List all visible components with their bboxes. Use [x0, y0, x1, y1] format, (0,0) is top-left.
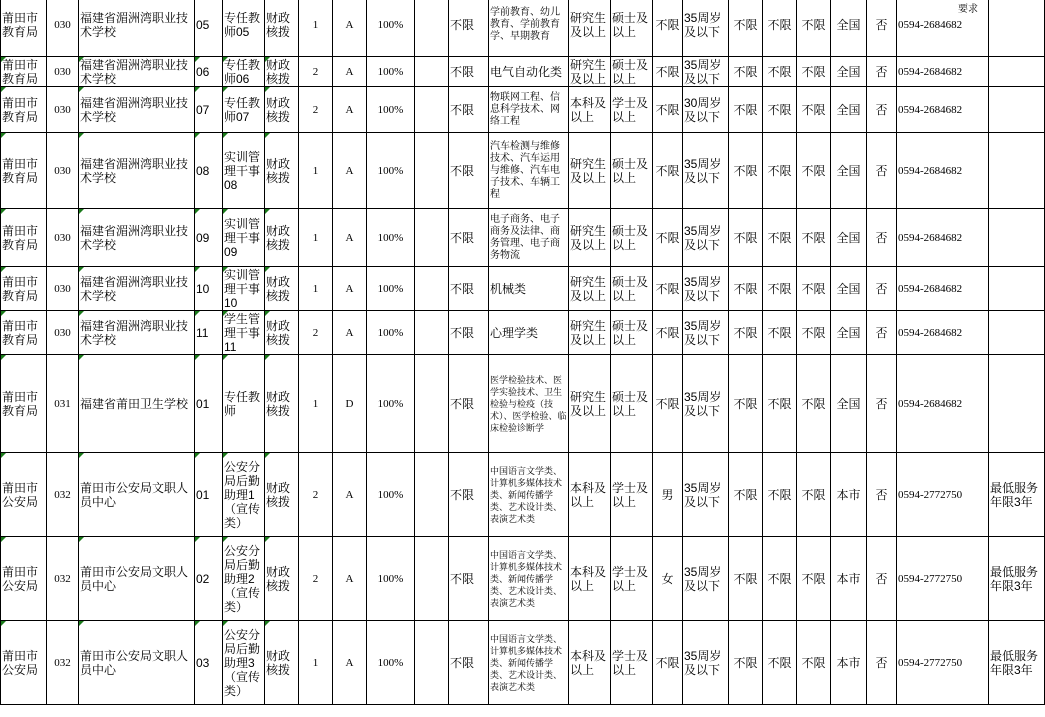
cell-c3: 不限: [797, 311, 831, 355]
cell-c3: 不限: [797, 621, 831, 705]
cell-scope: 全国: [831, 0, 867, 57]
cell-c1: 不限: [729, 87, 763, 133]
cell-directed: 否: [867, 0, 897, 57]
cell-dept: 莆田市教育局: [1, 0, 47, 57]
cell-edu: 研究生及以上: [569, 267, 611, 311]
cell-post-code: 01: [195, 453, 223, 537]
cell-dept: 莆田市教育局: [1, 209, 47, 267]
cell-c1: 不限: [729, 209, 763, 267]
cell-count: 1: [299, 355, 333, 453]
cell-major: 电子商务、电子商务及法律、商务管理、电子商务物流: [489, 209, 569, 267]
cell-category: A: [333, 311, 367, 355]
cell-category: A: [333, 57, 367, 87]
cell-gender: 不限: [653, 355, 683, 453]
cell-phone: 0594-2684682: [897, 57, 989, 87]
cell-gender: 男: [653, 453, 683, 537]
cell-gender: 不限: [653, 209, 683, 267]
cell-major: 中国语言文学类、计算机多媒体技术类、新闻传播学类、艺术设计类、表演艺术类: [489, 621, 569, 705]
cell-count: 1: [299, 209, 333, 267]
cell-phone: 0594-2684682: [897, 0, 989, 57]
cell-major: 机械类: [489, 267, 569, 311]
cell-funding: 财政核拨: [265, 209, 299, 267]
cell-directed: 否: [867, 87, 897, 133]
cell-remark: [989, 209, 1045, 267]
cell-blank: [415, 453, 449, 537]
cell-post: 专任教师07: [223, 87, 265, 133]
cell-major: 医学检验技术、医学实验技术、卫生检验与检疫（技术）、医学检验、临床检验诊断学: [489, 355, 569, 453]
cell-c2: 不限: [763, 267, 797, 311]
cell-unit: 福建省湄洲湾职业技术学校: [79, 209, 195, 267]
cell-age: 35周岁及以下: [683, 267, 729, 311]
cell-degree: 硕士及以上: [611, 355, 653, 453]
cell-post: 实训管理干事09: [223, 209, 265, 267]
table-row: [1, 267, 1045, 311]
cell-unit-code: 030: [47, 267, 79, 311]
cell-degree: 硕士及以上: [611, 133, 653, 209]
cell-dept: 莆田市教育局: [1, 87, 47, 133]
cell-unit: 福建省湄洲湾职业技术学校: [79, 311, 195, 355]
cell-post: 专任教师: [223, 355, 265, 453]
cell-c2: 不限: [763, 453, 797, 537]
cell-degree: 硕士及以上: [611, 57, 653, 87]
cell-directed: 否: [867, 267, 897, 311]
cell-c2: 不限: [763, 355, 797, 453]
cell-c1: 不限: [729, 0, 763, 57]
cell-scope: 全国: [831, 87, 867, 133]
cell-funding: 财政核拨: [265, 537, 299, 621]
cell-phone: 0594-2772750: [897, 453, 989, 537]
cell-scope: 本市: [831, 537, 867, 621]
cell-funding: 财政核拨: [265, 621, 299, 705]
cell-funding: 财政核拨: [265, 267, 299, 311]
table-row: [1, 453, 1045, 537]
cell-funding: 财政核拨: [265, 0, 299, 57]
cell-category: A: [333, 267, 367, 311]
cell-phone: 0594-2684682: [897, 355, 989, 453]
cell-unit: 莆田市公安局文职人员中心: [79, 453, 195, 537]
cell-ratio: 100%: [367, 621, 415, 705]
cell-c1: 不限: [729, 311, 763, 355]
header-fragment: 要求: [958, 4, 978, 15]
cell-c3: 不限: [797, 87, 831, 133]
cell-ratio: 100%: [367, 0, 415, 57]
cell-remark: [989, 267, 1045, 311]
cell-age: 35周岁及以下: [683, 453, 729, 537]
cell-category: A: [333, 537, 367, 621]
cell-age: 35周岁及以下: [683, 209, 729, 267]
cell-c2: 不限: [763, 133, 797, 209]
cell-post: 公安分局后勤助理2（宣传类）: [223, 537, 265, 621]
cell-post: 专任教师05: [223, 0, 265, 57]
cell-post-code: 11: [195, 311, 223, 355]
cell-unit: 莆田市公安局文职人员中心: [79, 537, 195, 621]
cell-category: A: [333, 453, 367, 537]
cell-age: 35周岁及以下: [683, 133, 729, 209]
cell-age: 35周岁及以下: [683, 57, 729, 87]
cell-c1: 不限: [729, 267, 763, 311]
cell-category: A: [333, 209, 367, 267]
cell-post: 公安分局后勤助理3（宣传类）: [223, 621, 265, 705]
cell-gender: 不限: [653, 0, 683, 57]
cell-ratio: 100%: [367, 267, 415, 311]
cell-scope: 全国: [831, 57, 867, 87]
cell-remark: [989, 0, 1045, 57]
cell-edu: 本科及以上: [569, 537, 611, 621]
cell-c1: 不限: [729, 537, 763, 621]
cell-age: 35周岁及以下: [683, 0, 729, 57]
cell-dept: 莆田市教育局: [1, 311, 47, 355]
cell-major: 汽车检测与维修技术、汽车运用与维修、汽车电子技术、车辆工程: [489, 133, 569, 209]
cell-c3: 不限: [797, 57, 831, 87]
cell-blank: [415, 355, 449, 453]
cell-unit: 福建省湄洲湾职业技术学校: [79, 267, 195, 311]
cell-age: 35周岁及以下: [683, 621, 729, 705]
cell-phone: 0594-2684682: [897, 87, 989, 133]
cell-dept: 莆田市公安局: [1, 537, 47, 621]
cell-gender-req: 不限: [449, 537, 489, 621]
cell-category: A: [333, 621, 367, 705]
cell-scope: 全国: [831, 311, 867, 355]
cell-edu: 本科及以上: [569, 453, 611, 537]
cell-directed: 否: [867, 133, 897, 209]
table-row: [1, 209, 1045, 267]
cell-edu: 研究生及以上: [569, 0, 611, 57]
cell-edu: 研究生及以上: [569, 209, 611, 267]
table-row: [1, 355, 1045, 453]
cell-dept: 莆田市教育局: [1, 267, 47, 311]
cell-degree: 硕士及以上: [611, 311, 653, 355]
cell-unit: 福建省湄洲湾职业技术学校: [79, 87, 195, 133]
cell-post-code: 08: [195, 133, 223, 209]
cell-c3: 不限: [797, 267, 831, 311]
cell-c3: 不限: [797, 453, 831, 537]
cell-blank: [415, 267, 449, 311]
cell-c1: 不限: [729, 621, 763, 705]
cell-dept: 莆田市公安局: [1, 453, 47, 537]
cell-gender: 不限: [653, 133, 683, 209]
cell-age: 30周岁及以下: [683, 87, 729, 133]
cell-edu: 研究生及以上: [569, 133, 611, 209]
cell-remark: 最低服务年限3年: [989, 453, 1045, 537]
cell-unit-code: 031: [47, 355, 79, 453]
cell-unit-code: 030: [47, 311, 79, 355]
cell-unit: 莆田市公安局文职人员中心: [79, 621, 195, 705]
cell-ratio: 100%: [367, 453, 415, 537]
cell-remark: [989, 355, 1045, 453]
cell-unit-code: 030: [47, 87, 79, 133]
cell-scope: 本市: [831, 453, 867, 537]
cell-c3: 不限: [797, 537, 831, 621]
cell-gender: 不限: [653, 311, 683, 355]
cell-gender-req: 不限: [449, 87, 489, 133]
cell-dept: 莆田市教育局: [1, 57, 47, 87]
cell-major: 心理学类: [489, 311, 569, 355]
cell-remark: [989, 87, 1045, 133]
cell-gender: 不限: [653, 57, 683, 87]
cell-phone: 0594-2772750: [897, 621, 989, 705]
cell-c2: 不限: [763, 537, 797, 621]
cell-major: 电气自动化类: [489, 57, 569, 87]
cell-degree: 硕士及以上: [611, 267, 653, 311]
cell-ratio: 100%: [367, 87, 415, 133]
cell-remark: [989, 57, 1045, 87]
cell-major: 中国语言文学类、计算机多媒体技术类、新闻传播学类、艺术设计类、表演艺术类: [489, 537, 569, 621]
cell-funding: 财政核拨: [265, 133, 299, 209]
cell-directed: 否: [867, 355, 897, 453]
cell-ratio: 100%: [367, 57, 415, 87]
cell-gender-req: 不限: [449, 621, 489, 705]
table-row: [1, 87, 1045, 133]
cell-edu: 研究生及以上: [569, 57, 611, 87]
cell-post: 实训管理干事10: [223, 267, 265, 311]
cell-ratio: 100%: [367, 537, 415, 621]
cell-post: 实训管理干事08: [223, 133, 265, 209]
cell-ratio: 100%: [367, 355, 415, 453]
cell-post-code: 01: [195, 355, 223, 453]
cell-post-code: 03: [195, 621, 223, 705]
cell-c1: 不限: [729, 453, 763, 537]
cell-dept: 莆田市教育局: [1, 133, 47, 209]
cell-directed: 否: [867, 621, 897, 705]
cell-gender-req: 不限: [449, 311, 489, 355]
cell-blank: [415, 57, 449, 87]
cell-remark: [989, 133, 1045, 209]
cell-ratio: 100%: [367, 311, 415, 355]
cell-blank: [415, 621, 449, 705]
cell-post: 公安分局后勤助理1（宣传类）: [223, 453, 265, 537]
cell-category: A: [333, 0, 367, 57]
cell-unit-code: 030: [47, 0, 79, 57]
cell-count: 2: [299, 453, 333, 537]
cell-c3: 不限: [797, 355, 831, 453]
cell-unit-code: 030: [47, 209, 79, 267]
table-row: [1, 537, 1045, 621]
cell-c2: 不限: [763, 0, 797, 57]
cell-count: 2: [299, 311, 333, 355]
cell-gender-req: 不限: [449, 355, 489, 453]
cell-count: 2: [299, 87, 333, 133]
table-row: [1, 621, 1045, 705]
cell-age: 35周岁及以下: [683, 355, 729, 453]
cell-count: 1: [299, 621, 333, 705]
cell-post-code: 06: [195, 57, 223, 87]
cell-blank: [415, 0, 449, 57]
cell-ratio: 100%: [367, 209, 415, 267]
table-row: [1, 311, 1045, 355]
cell-scope: 全国: [831, 355, 867, 453]
cell-edu: 本科及以上: [569, 87, 611, 133]
cell-unit: 福建省莆田卫生学校: [79, 355, 195, 453]
cell-unit-code: 032: [47, 453, 79, 537]
cell-category: D: [333, 355, 367, 453]
cell-degree: 硕士及以上: [611, 0, 653, 57]
cell-gender: 不限: [653, 621, 683, 705]
cell-age: 35周岁及以下: [683, 311, 729, 355]
cell-gender-req: 不限: [449, 209, 489, 267]
cell-gender-req: 不限: [449, 57, 489, 87]
cell-major: 中国语言文学类、计算机多媒体技术类、新闻传播学类、艺术设计类、表演艺术类: [489, 453, 569, 537]
cell-phone: 0594-2684682: [897, 267, 989, 311]
cell-funding: 财政核拨: [265, 453, 299, 537]
cell-edu: 本科及以上: [569, 621, 611, 705]
cell-blank: [415, 87, 449, 133]
cell-degree: 学士及以上: [611, 453, 653, 537]
cell-remark: [989, 311, 1045, 355]
cell-dept: 莆田市教育局: [1, 355, 47, 453]
cell-gender: 女: [653, 537, 683, 621]
cell-post-code: 07: [195, 87, 223, 133]
cell-degree: 学士及以上: [611, 621, 653, 705]
cell-edu: 研究生及以上: [569, 311, 611, 355]
cell-category: A: [333, 133, 367, 209]
cell-unit: 福建省湄洲湾职业技术学校: [79, 133, 195, 209]
cell-c2: 不限: [763, 209, 797, 267]
cell-phone: 0594-2772750: [897, 537, 989, 621]
cell-c1: 不限: [729, 133, 763, 209]
cell-edu: 研究生及以上: [569, 355, 611, 453]
cell-unit-code: 030: [47, 57, 79, 87]
cell-blank: [415, 209, 449, 267]
cell-blank: [415, 311, 449, 355]
cell-c1: 不限: [729, 355, 763, 453]
cell-unit: 福建省湄洲湾职业技术学校: [79, 0, 195, 57]
cell-degree: 学士及以上: [611, 537, 653, 621]
cell-c3: 不限: [797, 209, 831, 267]
cell-unit: 福建省湄洲湾职业技术学校: [79, 57, 195, 87]
cell-unit-code: 030: [47, 133, 79, 209]
cell-c2: 不限: [763, 87, 797, 133]
cell-scope: 全国: [831, 209, 867, 267]
cell-post-code: 05: [195, 0, 223, 57]
table-row: [1, 133, 1045, 209]
cell-gender-req: 不限: [449, 133, 489, 209]
cell-category: A: [333, 87, 367, 133]
cell-post-code: 09: [195, 209, 223, 267]
cell-gender-req: 不限: [449, 0, 489, 57]
cell-directed: 否: [867, 209, 897, 267]
cell-phone: 0594-2684682: [897, 209, 989, 267]
cell-ratio: 100%: [367, 133, 415, 209]
cell-dept: 莆田市公安局: [1, 621, 47, 705]
cell-count: 2: [299, 537, 333, 621]
cell-c3: 不限: [797, 0, 831, 57]
cell-post: 学生管理干事11: [223, 311, 265, 355]
cell-remark: 最低服务年限3年: [989, 621, 1045, 705]
cell-major: 物联网工程、信息科学技术、网络工程: [489, 87, 569, 133]
cell-directed: 否: [867, 57, 897, 87]
cell-directed: 否: [867, 453, 897, 537]
cell-c2: 不限: [763, 311, 797, 355]
cell-age: 35周岁及以下: [683, 537, 729, 621]
cell-post: 专任教师06: [223, 57, 265, 87]
cell-gender-req: 不限: [449, 267, 489, 311]
cell-directed: 否: [867, 311, 897, 355]
cell-c3: 不限: [797, 133, 831, 209]
cell-scope: 本市: [831, 621, 867, 705]
cell-unit-code: 032: [47, 621, 79, 705]
cell-count: 1: [299, 267, 333, 311]
cell-count: 1: [299, 133, 333, 209]
cell-phone: 0594-2684682: [897, 133, 989, 209]
cell-c1: 不限: [729, 57, 763, 87]
cell-major: 学前教育、幼儿教育、学前教育学、早期教育: [489, 0, 569, 57]
cell-c2: 不限: [763, 621, 797, 705]
table-row: [1, 57, 1045, 87]
cell-post-code: 10: [195, 267, 223, 311]
cell-funding: 财政核拨: [265, 87, 299, 133]
cell-gender: 不限: [653, 87, 683, 133]
table-row: [1, 0, 1045, 57]
cell-phone: 0594-2684682: [897, 311, 989, 355]
cell-funding: 财政核拨: [265, 311, 299, 355]
cell-degree: 硕士及以上: [611, 209, 653, 267]
cell-count: 1: [299, 0, 333, 57]
cell-blank: [415, 133, 449, 209]
cell-scope: 全国: [831, 133, 867, 209]
cell-gender-req: 不限: [449, 453, 489, 537]
cell-degree: 学士及以上: [611, 87, 653, 133]
cell-gender: 不限: [653, 267, 683, 311]
cell-funding: 财政核拨: [265, 355, 299, 453]
cell-scope: 全国: [831, 267, 867, 311]
cell-remark: 最低服务年限3年: [989, 537, 1045, 621]
cell-post-code: 02: [195, 537, 223, 621]
cell-unit-code: 032: [47, 537, 79, 621]
cell-blank: [415, 537, 449, 621]
cell-c2: 不限: [763, 57, 797, 87]
cell-count: 2: [299, 57, 333, 87]
cell-funding: 财政核拨: [265, 57, 299, 87]
cell-directed: 否: [867, 537, 897, 621]
